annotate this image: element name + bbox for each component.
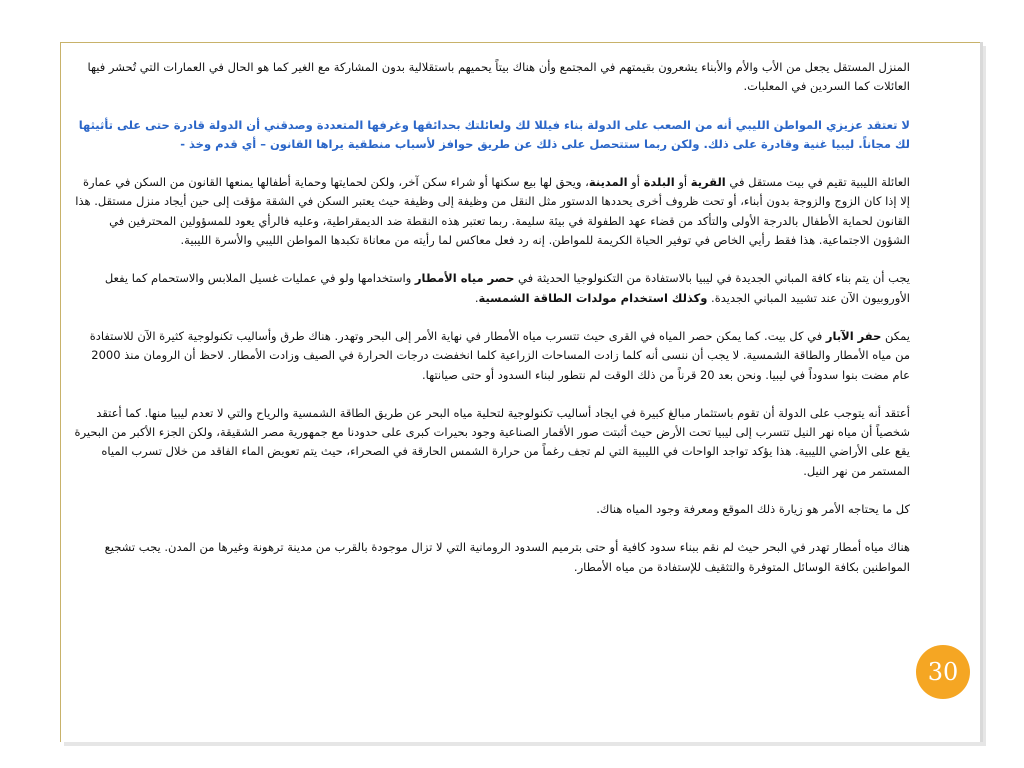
text-run: في كل بيت. كما يمكن حصر المياه في القرى حيث تتسرب مياه الأمطار في نهاية الأمر إلى البحر وتهدر. هناك طرق وأساليب تكنولوجية كثيرة الآن للاستفادة من مياه الأمطار والطاقة الشمسية. لا يجب أن ننسى أنه كلما زادت المساحات الزراعية كلما انخفضت درجات الحرارة في الصيف وزادت الأمطار. لاحظ أن الرومان منذ 2000 عام مضت بنوا سدوداً في ليبيا. ونحن بعد 20 قرناً من ذلك الوقت لم نتطور لبناء السدود أو حتى صيانتها. xyxy=(89,328,910,382)
paragraph xyxy=(74,404,910,481)
bold-text: حصر مياه الأمطار xyxy=(414,271,515,286)
bold-text: القرية xyxy=(690,175,726,190)
text-run: يمكن xyxy=(881,328,910,343)
paragraph xyxy=(74,269,910,308)
paragraph xyxy=(74,538,910,577)
text-run: العائلة الليبية تقيم في بيت مستقل في xyxy=(725,175,910,190)
text-run: لا تعتقد عزيزي المواطن الليبي أنه من الصعب على الدولة بناء فيللا لك ولعائلتك بحدائقها وغرفها المتعددة وصدقني أن الدولة قادرة حتى على تأثيثها لك مجاناً. ليبيا غنية وقادرة على ذلك. ولكن ربما ستتحصل على ذلك عن طريق حوافز لأسباب منطقية يراها القانون – أي قدم وخذ - xyxy=(78,117,910,151)
paragraph xyxy=(74,173,910,250)
text-run: كل ما يحتاجه الأمر هو زيارة ذلك الموقع ومعرفة وجود المياه هناك. xyxy=(596,502,910,517)
text-run: المنزل المستقل يجعل من الأب والأم والأبناء يشعرون بقيمتهم في المجتمع وأن هناك بيتاً يحميهم باستقلالية بدون المشاركة مع الغير كما هو الحال في العمارات التي تُحشر فيها العائلات كما السردين في المعلبات. xyxy=(87,60,910,94)
paragraph xyxy=(74,500,910,519)
document-body xyxy=(74,58,910,596)
text-run: أو xyxy=(627,175,644,190)
text-run: هناك مياه أمطار تهدر في البحر حيث لم نقم ببناء سدود كافية أو حتى بترميم السدود الرومانية التي لا تزال موجودة بالقرب من مدينة ترهونة وغيرها من المدن. يجب تشجيع المواطنين بكافة الوسائل المتوفرة والتثقيف للإستفادة من مياه الأمطار. xyxy=(104,540,910,574)
text-run: أو xyxy=(674,175,691,190)
text-run: أعتقد أنه يتوجب على الدولة أن تقوم باستثمار مبالغ كبيرة في ايجاد أساليب تكنولوجية لتحلية مياه البحر عن طريق الطاقة الشمسية والرياح والتي لا تعدم ليبيا منها. كما أعتقد شخصياً أن مياه نهر النيل تتسرب إلى ليبيا تحت الأرض حيث أثبتت صور الأقمار الصناعية وجود بحيرات كبرى على حدودنا مع جمهورية مصر الشقيقة، ولكن الجزء الأكبر من البحيرة يقع على الأراضي الليبية. هذا يؤكد تواجد الواحات في الليبية التي لم تجف رغماً من حرارة الشمس الحارقة في الصحراء، حيث يتم تعويض الماء الفاقد من خلال تسرب المياه المستمر من نهر النيل. xyxy=(74,405,910,478)
paragraph xyxy=(74,58,910,97)
bold-text: البلدة xyxy=(643,175,675,190)
bold-text: حفر الآبار xyxy=(825,328,882,343)
text-run: . xyxy=(474,290,479,305)
slide-frame-shadow xyxy=(980,42,983,742)
highlighted-paragraph xyxy=(74,116,910,155)
page-number-badge: 30 xyxy=(916,645,970,699)
bold-text: المدينة xyxy=(588,175,628,190)
text-run: يجب أن يتم بناء كافة المباني الجديدة في ليبيا بالاستفادة من التكنولوجيا الحديثة في xyxy=(514,271,910,286)
paragraph xyxy=(74,327,910,385)
text-run: واستخدامها ولو في عمليات غسيل الملابس والاستحمام كما يفعل الأوروبيون الآن عند تشييد المباني الجديدة. xyxy=(104,271,910,305)
text-run: ، ويحق لها بيع سكنها أو شراء سكن آخر، ولكن لحمايتها وحماية أطفالها يمنعها القانون من السكن في عمارة إلا إذا كان الزوج والزوجة بدون أبناء، أو تحت ظروف أخرى يحددها الدستور مثل النقل من وظيفة إلى وظيفة حيث يعتبر السكن في الشقة مؤقت إلى حين أيجاد منزل مستقل. هذا القانون لحماية الأطفال بالدرجة الأولى والتأكد من قضاء عهد الطفولة في بيئة سليمة. ربما تعتبر هذه النقطة ضد الديمقراطية، وعليه فالرأي يعود للمسؤولين المحترفين في الشؤون الاجتماعية. هذا فقط رأيي الخاص في توفير الحياة الكريمة للمواطن. إنه رد فعل معاكس لما رأيته من معاناة تكبدها المواطن الليبي والأسرة الليبية. xyxy=(75,175,910,248)
bold-text: وكذلك استخدام مولدات الطاقة الشمسية xyxy=(478,290,708,305)
